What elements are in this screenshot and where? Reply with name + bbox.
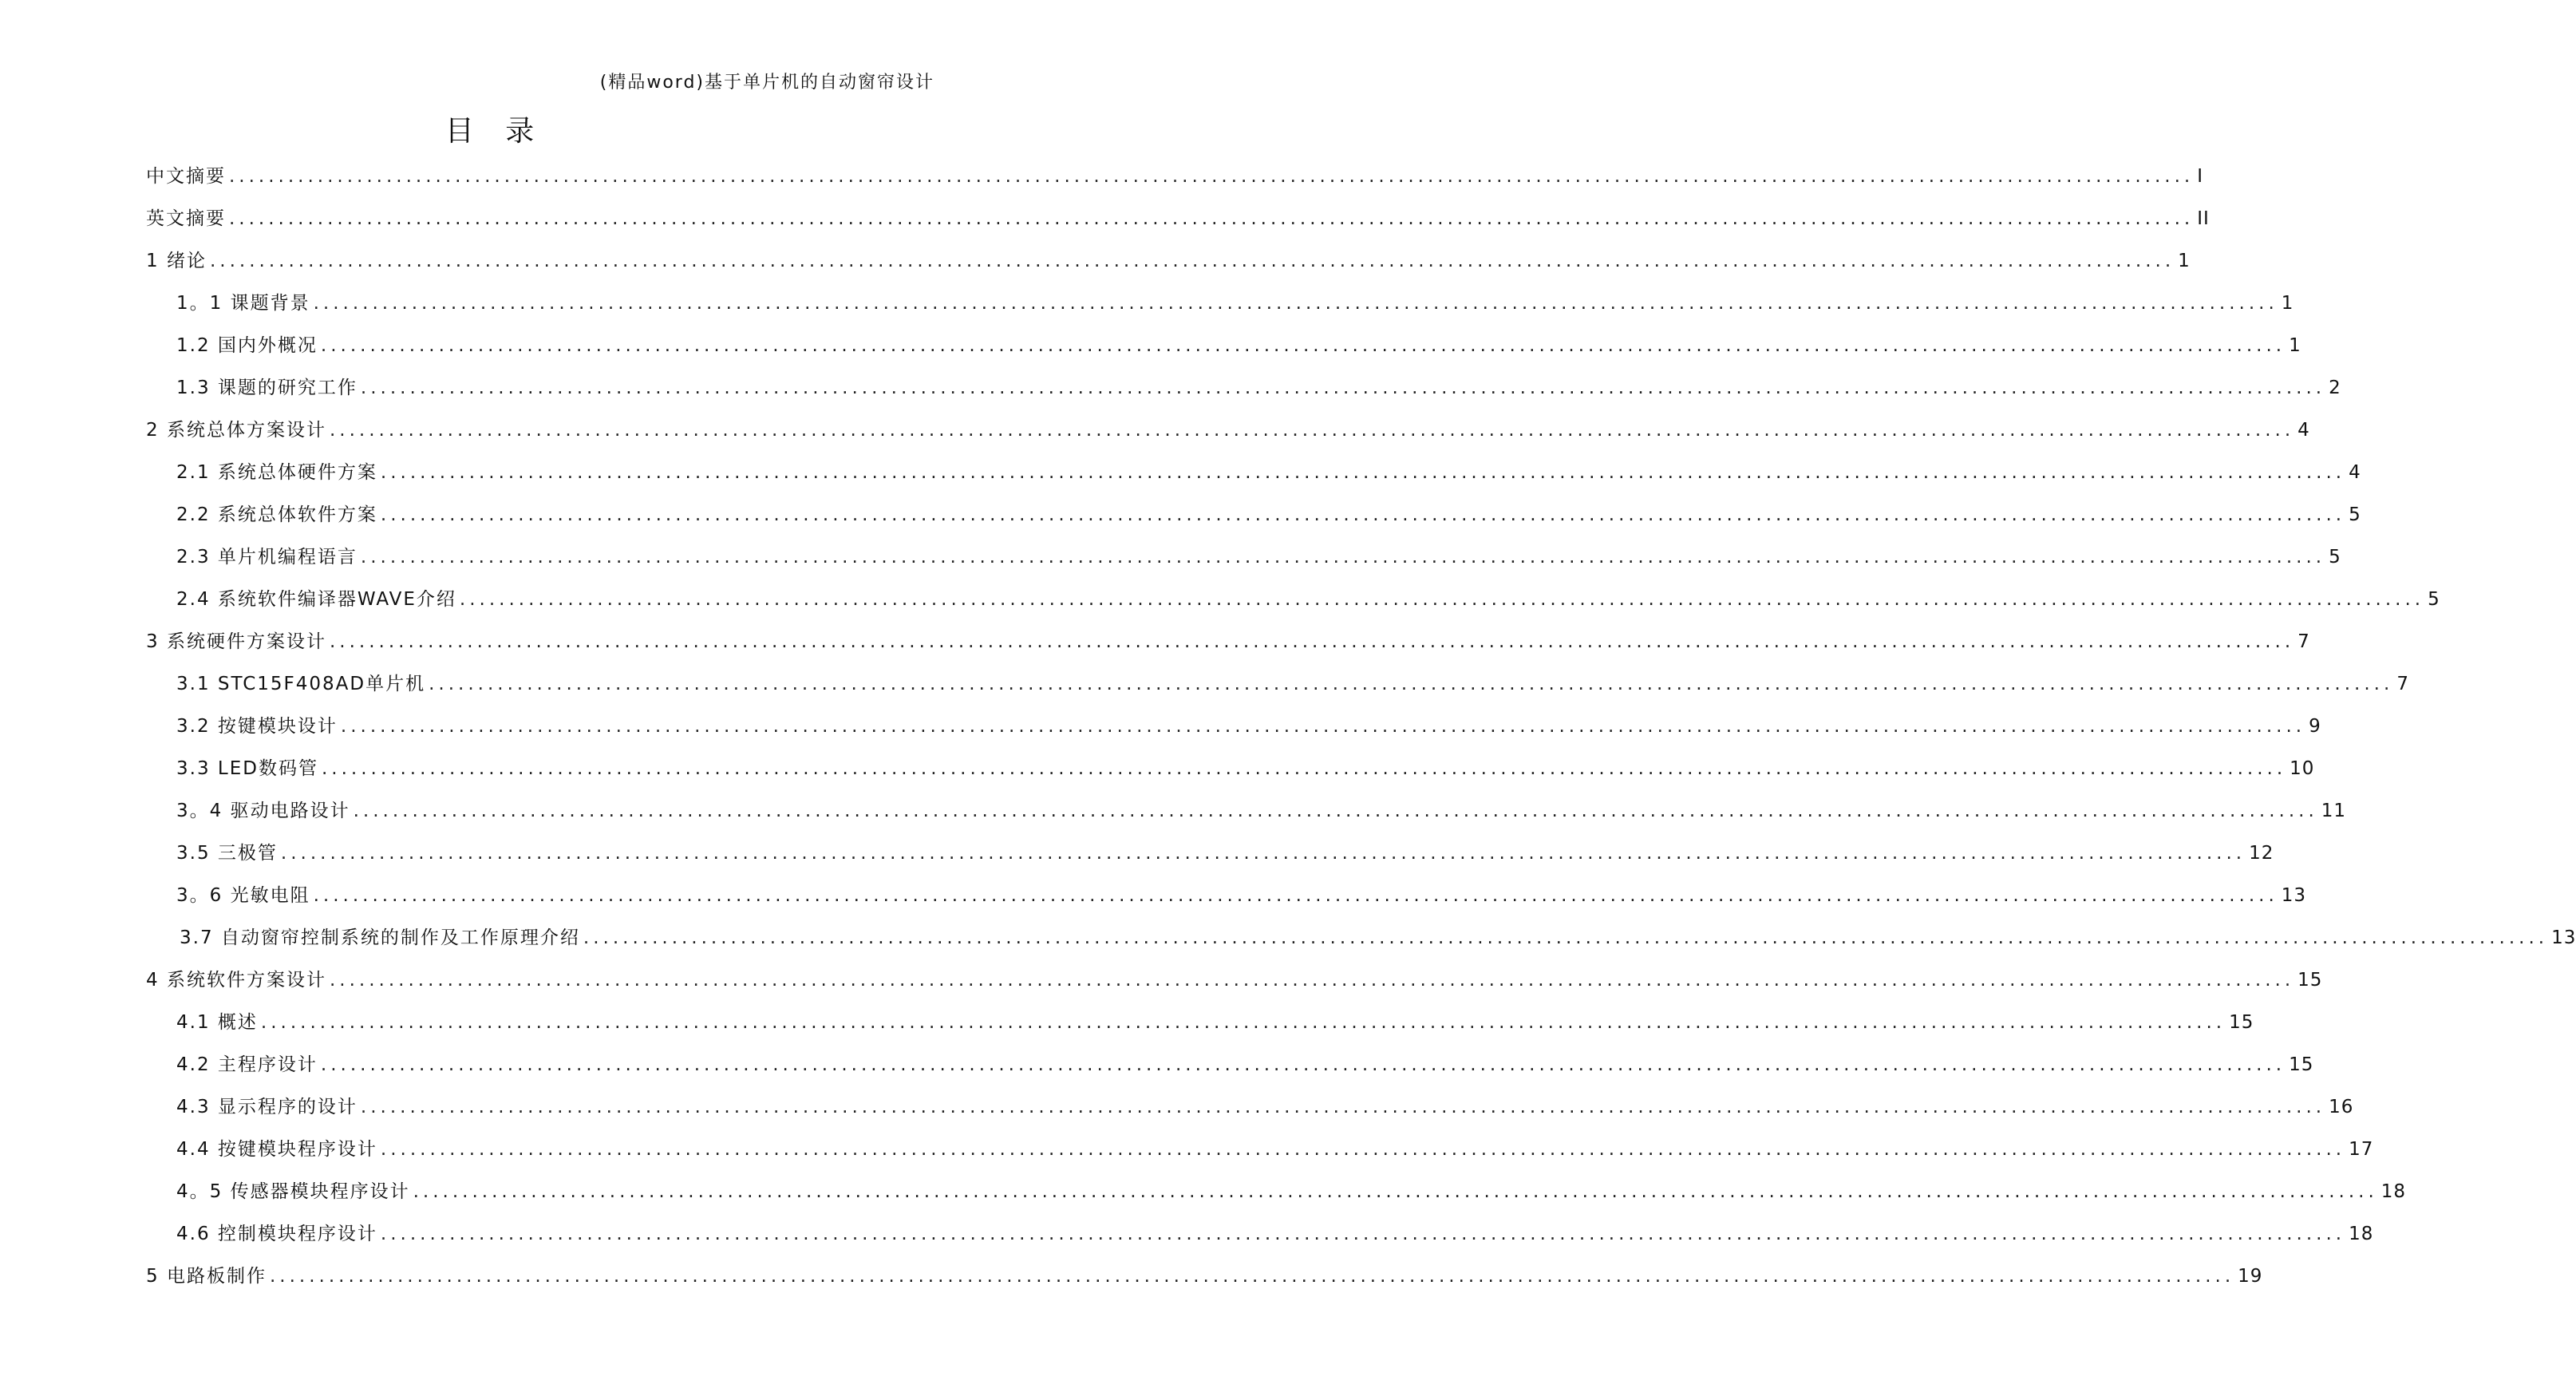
toc-dot-leader: ........................................................................................................................................................................................................ [269,1266,2235,1287]
toc-entry[interactable] [146,415,2310,457]
toc-entry[interactable] [146,669,2409,711]
toc-entry-label: 英文摘要 [146,208,226,229]
toc-entry-label: 4.1 概述 [176,1012,258,1033]
toc-dot-leader: ........................................................................................................................................................................................................ [313,293,2278,314]
toc-dot-leader: ........................................................................................................................................................................................................ [360,547,2326,568]
toc-entry-label: 4.6 控制模块程序设计 [176,1224,377,1244]
toc-entry-label: 3.2 按键模块设计 [176,716,338,737]
toc-entry-page: 9 [2309,716,2321,737]
toc-dot-leader: ........................................................................................................................................................................................................ [413,1181,2378,1202]
toc-entry-page: 17 [2349,1139,2374,1160]
toc-entry[interactable] [146,288,2294,330]
toc-entry-page: I [2197,166,2204,187]
toc-entry-page: 12 [2249,843,2274,864]
toc-dot-leader: ........................................................................................................................................................................................................ [380,504,2346,525]
toc-entry-label: 1。1 课题背景 [176,293,310,314]
toc-entry[interactable] [146,542,2341,584]
toc-entry[interactable] [146,246,2191,288]
toc-dot-leader: ........................................................................................................................................................................................................ [320,1054,2286,1075]
toc-entry[interactable] [146,1134,2374,1177]
toc-entry-label: 3.5 三极管 [176,843,278,864]
toc-entry-label: 2.1 系统总体硬件方案 [176,462,377,483]
toc-entry-label: 2.3 单片机编程语言 [176,547,358,568]
toc-entry-label: 1.3 课题的研究工作 [176,378,358,398]
toc-dot-leader: ........................................................................................................................................................................................................ [340,716,2306,737]
toc-dot-leader: ........................................................................................................................................................................................................ [380,1139,2346,1160]
toc-entry-label: 2 系统总体方案设计 [146,420,326,441]
toc-entry[interactable] [146,584,2440,627]
toc-entry[interactable] [146,753,2315,796]
toc-entry-page: II [2197,208,2210,229]
toc-entry-page: 4 [2349,462,2361,483]
toc-entry-page: 15 [2289,1054,2314,1075]
toc-entry-label: 3.3 LED数码管 [176,758,318,779]
toc-entry-page: 10 [2290,758,2315,779]
toc-entry[interactable] [146,880,2307,923]
toc-entry[interactable] [146,1092,2354,1134]
toc-entry-page: 16 [2329,1097,2354,1117]
toc-entry-page: 13 [2551,927,2576,948]
toc-entry-page: 1 [2289,335,2301,356]
toc-dot-leader: ........................................................................................................................................................................................................ [329,631,2295,652]
toc-entry-page: 1 [2281,293,2294,314]
toc-entry-page: 2 [2329,378,2341,398]
toc-dot-leader: ........................................................................................................................................................................................................ [360,1097,2326,1117]
toc-entry-page: 11 [2321,801,2347,821]
toc-entry-label: 4.4 按键模块程序设计 [176,1139,377,1160]
toc-entry-label: 3.1 STC15F408AD单片机 [176,674,426,694]
toc-entry[interactable] [146,1007,2254,1050]
toc-dot-leader: ........................................................................................................................................................................................................ [209,251,2175,271]
toc-entry[interactable] [146,1261,2263,1303]
toc-dot-leader: ........................................................................................................................................................................................................ [329,420,2295,441]
toc-entry-label: 2.4 系统软件编译器WAVE介绍 [176,589,456,610]
toc-entry-label: 3.7 自动窗帘控制系统的制作及工作原理介绍 [180,927,580,948]
toc-dot-leader: ........................................................................................................................................................................................................ [329,970,2295,991]
toc-dot-leader: ........................................................................................................................................................................................................ [380,1224,2346,1244]
toc-entry-page: 18 [2380,1181,2407,1202]
toc-title: 目 录 [444,115,546,148]
toc-dot-leader: ........................................................................................................................................................................................................ [280,843,2246,864]
toc-entry[interactable] [146,457,2361,500]
toc-entry-label: 1.2 国内外概况 [176,335,318,356]
toc-entry-label: 中文摘要 [146,166,226,187]
toc-dot-leader: ........................................................................................................................................................................................................ [260,1012,2226,1033]
toc-entry-page: 4 [2297,420,2310,441]
toc-entry[interactable] [146,500,2361,542]
toc-entry-label: 1 绪论 [146,251,207,271]
toc-dot-leader: ........................................................................................................................................................................................................ [380,462,2346,483]
toc-entry-page: 1 [2178,251,2191,271]
toc-entry-label: 2.2 系统总体软件方案 [176,504,377,525]
toc-entry-label: 4 系统软件方案设计 [146,970,326,991]
toc-entry-page: 15 [2229,1012,2254,1033]
toc-entry-label: 3。4 驱动电路设计 [176,801,350,821]
toc-entry-page: 15 [2297,970,2323,991]
table-of-contents [146,161,2576,1303]
toc-entry[interactable] [146,373,2341,415]
toc-entry-page: 5 [2329,547,2341,568]
toc-entry-label: 4。5 传感器模块程序设计 [176,1181,410,1202]
toc-entry[interactable] [146,965,2323,1007]
toc-dot-leader: ........................................................................................................................................................................................................ [459,589,2425,610]
toc-entry[interactable] [146,330,2301,373]
toc-entry-page: 5 [2428,589,2440,610]
toc-entry[interactable] [146,1219,2374,1261]
toc-entry-page: 13 [2281,885,2307,906]
toc-dot-leader: ........................................................................................................................................................................................................ [321,758,2287,779]
toc-entry[interactable] [146,923,2576,965]
toc-entry-label: 3 系统硬件方案设计 [146,631,326,652]
toc-entry[interactable] [146,627,2310,669]
toc-entry-label: 4.3 显示程序的设计 [176,1097,358,1117]
toc-dot-leader: ........................................................................................................................................................................................................ [229,208,2195,229]
toc-entry-page: 5 [2349,504,2361,525]
toc-entry-page: 7 [2396,674,2409,694]
toc-dot-leader: ........................................................................................................................................................................................................ [229,166,2195,187]
toc-dot-leader: ........................................................................................................................................................................................................ [313,885,2278,906]
toc-entry-label: 4.2 主程序设计 [176,1054,318,1075]
toc-entry[interactable] [146,1177,2407,1219]
toc-entry-label: 5 电路板制作 [146,1266,267,1287]
toc-entry[interactable] [146,838,2274,880]
toc-entry[interactable] [146,204,2210,246]
toc-entry-page: 19 [2238,1266,2263,1287]
toc-dot-leader: ........................................................................................................................................................................................................ [353,801,2318,821]
toc-entry-label: 3。6 光敏电阻 [176,885,310,906]
toc-entry[interactable] [146,161,2204,204]
toc-entry-page: 7 [2297,631,2310,652]
toc-dot-leader: ........................................................................................................................................................................................................ [320,335,2286,356]
toc-entry[interactable] [146,1050,2314,1092]
toc-dot-leader: ........................................................................................................................................................................................................ [429,674,2394,694]
page-header: (精品word)基于单片机的自动窗帘设计 [599,73,934,93]
toc-dot-leader: ........................................................................................................................................................................................................ [360,378,2326,398]
toc-entry[interactable] [146,711,2321,753]
toc-entry-page: 18 [2349,1224,2374,1244]
toc-entry[interactable] [146,796,2347,838]
toc-dot-leader: ........................................................................................................................................................................................................ [583,927,2549,948]
